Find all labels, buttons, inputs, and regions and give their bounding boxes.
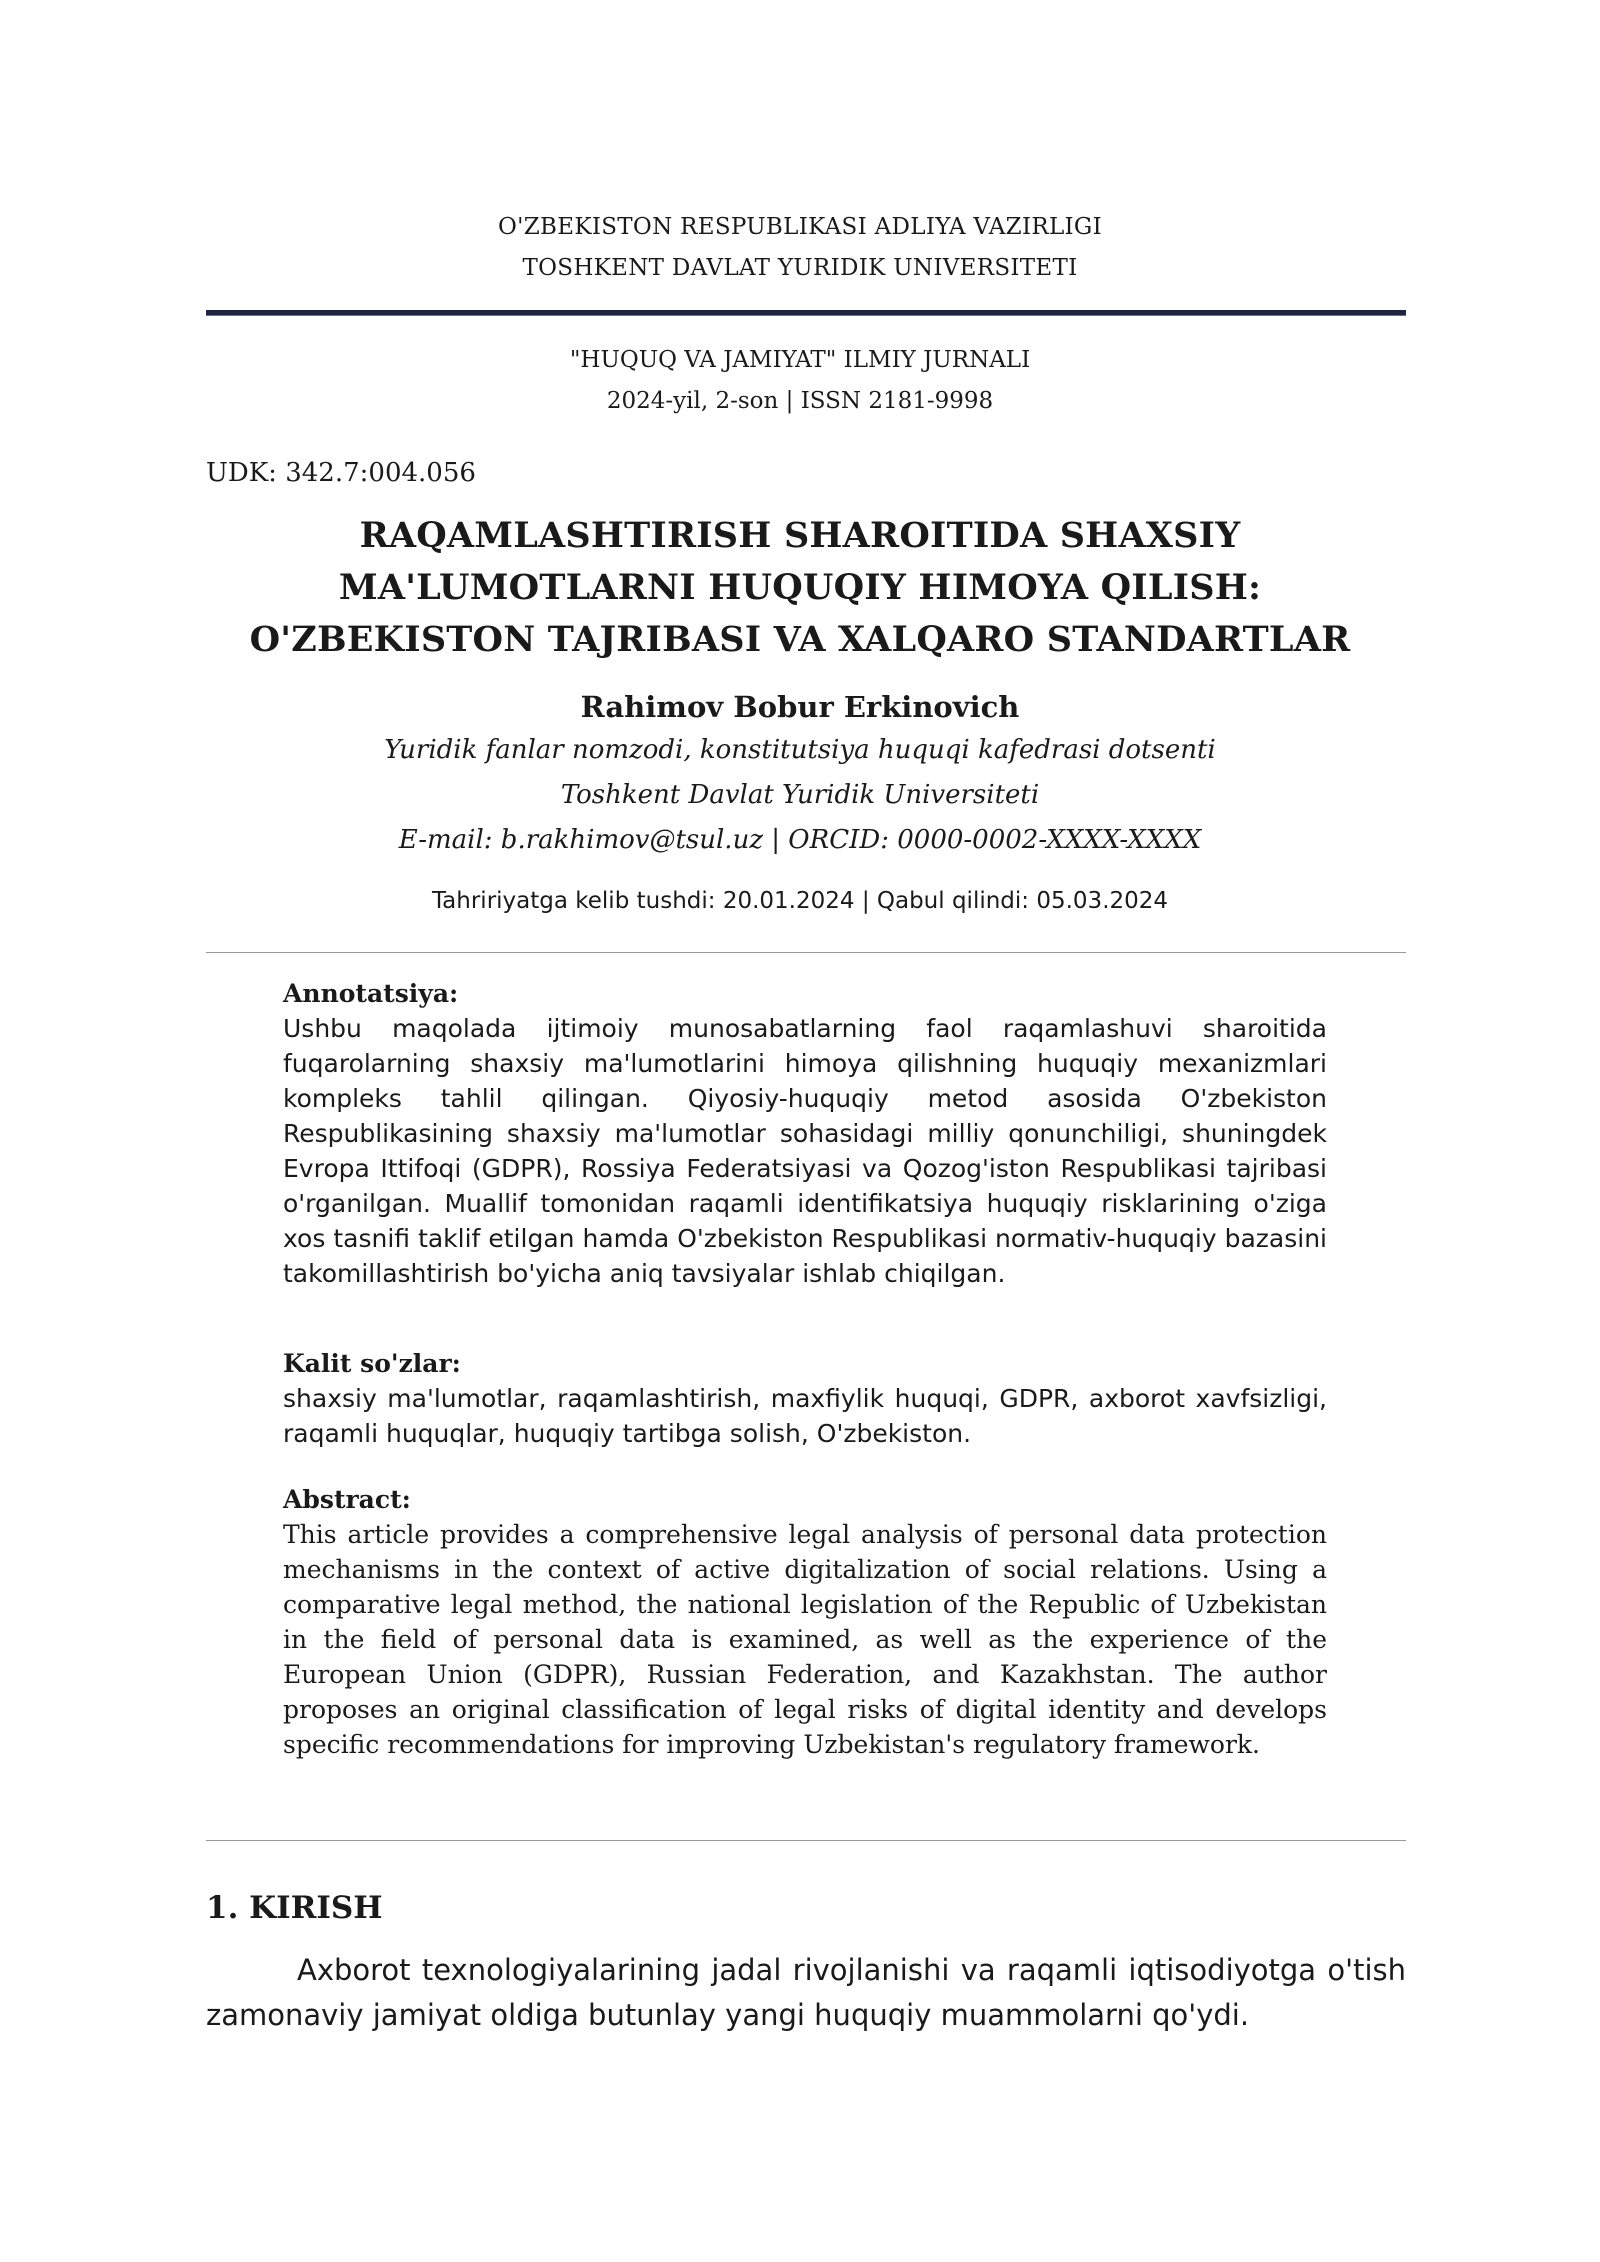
keywords-heading: Kalit so'zlar: — [283, 1349, 461, 1378]
annotation-heading: Annotatsiya: — [283, 979, 459, 1008]
title-line: O'ZBEKISTON TAJRIBASI VA XALQARO STANDARTLAR — [249, 619, 1351, 660]
header-divider — [206, 310, 1406, 316]
keywords-block — [283, 1346, 1327, 1451]
section-heading: 1. KIRISH — [206, 1890, 383, 1926]
keywords-text: shaxsiy ma'lumotlar, raqamlashtirish, maxfiylik huquqi, GDPR, axborot xavfsizligi, raqamli huquqlar, huquqiy tartibga solish, O'zbekiston. — [283, 1384, 1327, 1448]
title-line: MA'LUMOTLARNI HUQUQIY HIMOYA QILISH: — [338, 567, 1262, 608]
abstract-block — [283, 1482, 1327, 1762]
divider-bottom — [206, 1840, 1406, 1841]
journal-header — [0, 340, 1600, 422]
author-institution: Toshkent Davlat Yuridik Universiteti — [560, 780, 1040, 810]
institution-header — [0, 207, 1600, 289]
section-paragraph: Axborot texnologiyalarining jadal rivojlanishi va raqamli iqtisodiyotga o'tish zamonaviy jamiyat oldiga butunlay yangi huquqiy muammolarni qo'ydi. — [206, 1953, 1406, 2032]
journal-name: "HUQUQ VA JAMIYAT" ILMIY JURNALI — [569, 347, 1031, 373]
abstract-heading: Abstract: — [283, 1485, 411, 1514]
udk-code: UDK: 342.7:004.056 — [206, 458, 476, 488]
title-line: RAQAMLASHTIRISH SHAROITIDA SHAXSIY — [359, 515, 1241, 556]
university-name: TOSHKENT DAVLAT YURIDIK UNIVERSITETI — [522, 255, 1078, 281]
journal-issue: 2024-yil, 2-son | ISSN 2181-9998 — [606, 388, 994, 414]
author-position: Yuridik fanlar nomzodi, konstitutsiya huquqi kafedrasi dotsenti — [384, 735, 1216, 765]
annotation-text: Ushbu maqolada ijtimoiy munosabatlarning faol raqamlashuvi sharoitida fuqarolarning shaxsiy ma'lumotlarini himoya qilishning huquqiy mexanizmlari kompleks tahlil qilingan. Qiyosiy-huquqiy metod asosida O'zbekiston Respublikasining shaxsiy ma'lumotlar sohasidagi milliy qonunchiligi, shuningdek Evropa Ittifoqi (GDPR), Rossiya Federatsiyasi va Qozog'iston Respublikasi tajribasi o'rganilgan. Muallif tomonidan raqamli identifikatsiya huquqiy risklarining o'ziga xos tasnifi taklif etilgan hamda O'zbekiston Respublikasi normativ-huquqiy bazasini takomillashtirish bo'yicha aniq tavsiyalar ishlab chiqilgan. — [283, 1014, 1327, 1288]
author-contact: E-mail: b.rakhimov@tsul.uz | ORCID: 0000-0002-XXXX-XXXX — [398, 825, 1202, 855]
submission-dates: Tahririyatga kelib tushdi: 20.01.2024 | Qabul qilindi: 05.03.2024 — [431, 888, 1169, 914]
abstract-text: This article provides a comprehensive legal analysis of personal data protection mechanisms in the context of active digitalization of social relations. Using a comparative legal method, the national legislation of the Republic of Uzbekistan in the field of personal data is examined, as well as the experience of the European Union (GDPR), Russian Federation, and Kazakhstan. The author proposes an original classification of legal risks of digital identity and develops specific recommendations for improving Uzbekistan's regulatory framework. — [283, 1520, 1327, 1759]
author-affiliation — [0, 728, 1600, 863]
article-title — [0, 510, 1600, 666]
ministry-name: O'ZBEKISTON RESPUBLIKASI ADLIYA VAZIRLIGI — [498, 214, 1102, 240]
annotation-block — [283, 976, 1327, 1291]
divider-top — [206, 952, 1406, 953]
author-name: Rahimov Bobur Erkinovich — [580, 690, 1020, 724]
